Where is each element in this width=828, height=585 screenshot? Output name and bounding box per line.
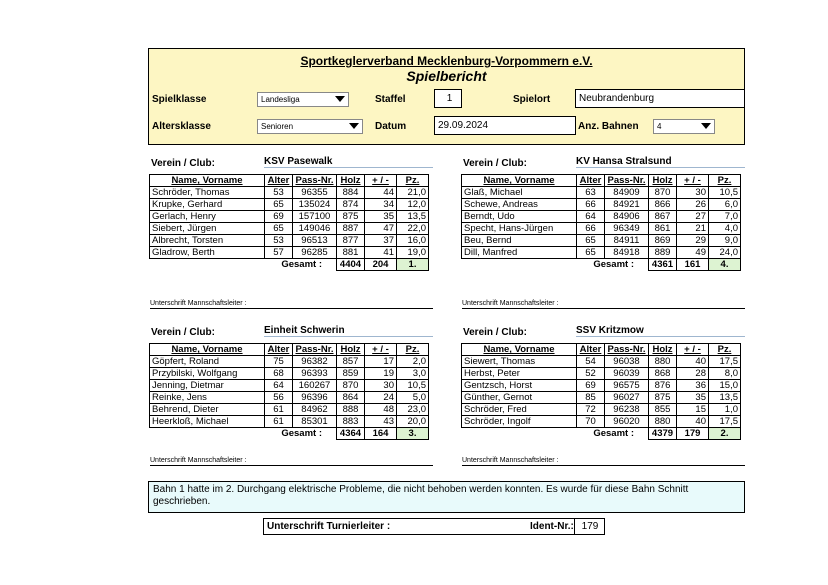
player-age: 54 xyxy=(577,356,605,368)
player-age: 56 xyxy=(265,392,293,404)
club-name: KSV Pasewalk xyxy=(264,156,433,168)
club-name: KV Hansa Stralsund xyxy=(576,156,745,168)
referee-signature-box xyxy=(263,518,605,535)
bahnen-value: 4 xyxy=(657,122,662,131)
player-plusminus: 21 xyxy=(677,223,709,235)
spielklasse-value: Landesliga xyxy=(261,95,300,104)
referee-signature-label: Unterschrift Turnierleiter : xyxy=(267,521,391,532)
player-plusminus: 30 xyxy=(677,187,709,199)
player-points: 2,0 xyxy=(397,356,429,368)
player-pass: 84906 xyxy=(605,211,649,223)
spielort-field[interactable]: Neubrandenburg xyxy=(575,89,745,108)
player-holz: 859 xyxy=(337,368,365,380)
table-row xyxy=(150,356,429,368)
player-plusminus: 15 xyxy=(677,404,709,416)
col-header-plusminus: + / - xyxy=(365,175,397,187)
player-name: Gentzsch, Horst xyxy=(462,380,577,392)
player-holz: 855 xyxy=(649,404,677,416)
player-name: Albrecht, Torsten xyxy=(150,235,265,247)
player-plusminus: 41 xyxy=(365,247,397,259)
datum-label: Datum xyxy=(375,121,407,132)
altersklasse-label: Altersklasse xyxy=(152,121,211,132)
player-name: Göpfert, Roland xyxy=(150,356,265,368)
table-row xyxy=(462,404,741,416)
player-pass: 96393 xyxy=(293,368,337,380)
col-header-alter: Alter xyxy=(577,175,605,187)
table-row xyxy=(462,392,741,404)
table-row xyxy=(462,187,741,199)
col-header-holz: Holz xyxy=(649,175,677,187)
player-pass: 96355 xyxy=(293,187,337,199)
player-points: 7,0 xyxy=(709,211,741,223)
table-row xyxy=(462,380,741,392)
datum-field[interactable]: 29.09.2024 xyxy=(434,116,576,135)
player-age: 65 xyxy=(265,199,293,211)
player-age: 53 xyxy=(265,235,293,247)
col-header-pass: Pass-Nr. xyxy=(293,175,337,187)
club-name: Einheit Schwerin xyxy=(264,325,433,337)
col-header-name: Name, Vorname xyxy=(462,175,577,187)
association-title: Sportkeglerverband Mecklenburg-Vorpommern e.V. xyxy=(300,54,593,68)
player-pass: 84962 xyxy=(293,404,337,416)
table-row xyxy=(462,223,741,235)
captain-signature-line: Unterschrift Mannschaftsleiter : xyxy=(462,457,745,466)
player-pass: 96575 xyxy=(605,380,649,392)
player-points: 9,0 xyxy=(709,235,741,247)
player-name: Gerlach, Henry xyxy=(150,211,265,223)
player-age: 61 xyxy=(265,416,293,428)
player-name: Krupke, Gerhard xyxy=(150,199,265,211)
player-plusminus: 19 xyxy=(365,368,397,380)
player-plusminus: 40 xyxy=(677,416,709,428)
player-holz: 880 xyxy=(649,416,677,428)
col-header-name: Name, Vorname xyxy=(150,344,265,356)
table-row xyxy=(462,247,741,259)
player-name: Schröder, Thomas xyxy=(150,187,265,199)
player-age: 70 xyxy=(577,416,605,428)
col-header-holz: Holz xyxy=(337,175,365,187)
table-row xyxy=(150,392,429,404)
bahnen-select[interactable] xyxy=(653,119,715,134)
captain-signature-line: Unterschrift Mannschaftsleiter : xyxy=(462,300,745,309)
player-plusminus: 34 xyxy=(365,199,397,211)
table-row xyxy=(150,187,429,199)
player-plusminus: 40 xyxy=(677,356,709,368)
remarks-box: Bahn 1 hatte im 2. Durchgang elektrische Probleme, die nicht behoben werden konnten. Es wurde für diese Bahn Schnitt geschrieben. xyxy=(148,481,745,513)
player-pass: 96513 xyxy=(293,235,337,247)
table-row xyxy=(150,380,429,392)
table-row xyxy=(462,211,741,223)
player-plusminus: 24 xyxy=(365,392,397,404)
player-age: 65 xyxy=(265,223,293,235)
table-row xyxy=(462,416,741,428)
total-holz: 4361 xyxy=(649,259,677,271)
table-row xyxy=(462,199,741,211)
table-row xyxy=(150,235,429,247)
ident-label: Ident-Nr.: xyxy=(530,521,574,532)
results-table xyxy=(149,343,429,440)
player-name: Schewe, Andreas xyxy=(462,199,577,211)
captain-signature-line: Unterschrift Mannschaftsleiter : xyxy=(150,457,433,466)
gesamt-label: Gesamt : xyxy=(593,428,634,440)
player-plusminus: 28 xyxy=(677,368,709,380)
player-holz: 888 xyxy=(337,404,365,416)
player-holz: 869 xyxy=(649,235,677,247)
player-plusminus: 44 xyxy=(365,187,397,199)
player-plusminus: 48 xyxy=(365,404,397,416)
player-pass: 160267 xyxy=(293,380,337,392)
player-points: 1,0 xyxy=(709,404,741,416)
player-age: 69 xyxy=(265,211,293,223)
player-holz: 877 xyxy=(337,235,365,247)
table-row xyxy=(462,368,741,380)
player-points: 13,5 xyxy=(709,392,741,404)
player-name: Beu, Bernd xyxy=(462,235,577,247)
col-header-pass: Pass-Nr. xyxy=(605,344,649,356)
table-row xyxy=(150,223,429,235)
player-age: 65 xyxy=(577,235,605,247)
player-plusminus: 17 xyxy=(365,356,397,368)
player-holz: 857 xyxy=(337,356,365,368)
table-row xyxy=(462,356,741,368)
total-row xyxy=(462,428,741,440)
player-plusminus: 26 xyxy=(677,199,709,211)
verein-label: Verein / Club: xyxy=(151,158,215,169)
player-pass: 96349 xyxy=(605,223,649,235)
player-pass: 96396 xyxy=(293,392,337,404)
player-holz: 876 xyxy=(649,380,677,392)
player-age: 66 xyxy=(577,199,605,211)
player-plusminus: 30 xyxy=(365,380,397,392)
results-table xyxy=(461,343,741,440)
player-plusminus: 27 xyxy=(677,211,709,223)
chevron-down-icon xyxy=(335,96,345,102)
col-header-holz: Holz xyxy=(337,344,365,356)
player-points: 5,0 xyxy=(397,392,429,404)
player-pass: 96285 xyxy=(293,247,337,259)
player-points: 13,5 xyxy=(397,211,429,223)
player-age: 63 xyxy=(577,187,605,199)
player-points: 17,5 xyxy=(709,356,741,368)
player-holz: 867 xyxy=(649,211,677,223)
gesamt-label: Gesamt : xyxy=(281,428,322,440)
player-holz: 883 xyxy=(337,416,365,428)
total-holz: 4379 xyxy=(649,428,677,440)
player-age: 52 xyxy=(577,368,605,380)
player-holz: 874 xyxy=(337,199,365,211)
player-name: Gladrow, Berth xyxy=(150,247,265,259)
player-name: Günther, Gernot xyxy=(462,392,577,404)
player-name: Przybilski, Wolfgang xyxy=(150,368,265,380)
player-holz: 864 xyxy=(337,392,365,404)
spielklasse-select[interactable] xyxy=(257,92,349,107)
player-name: Dill, Manfred xyxy=(462,247,577,259)
bahnen-label: Anz. Bahnen xyxy=(578,121,639,132)
player-points: 15,0 xyxy=(709,380,741,392)
team-place: 3. xyxy=(397,428,429,440)
player-name: Schröder, Fred xyxy=(462,404,577,416)
team-place: 1. xyxy=(397,259,429,271)
col-header-alter: Alter xyxy=(577,344,605,356)
table-row xyxy=(150,404,429,416)
table-row xyxy=(150,368,429,380)
player-holz: 870 xyxy=(649,187,677,199)
player-name: Siebert, Jürgen xyxy=(150,223,265,235)
player-holz: 881 xyxy=(337,247,365,259)
player-name: Siewert, Thomas xyxy=(462,356,577,368)
total-plusminus: 204 xyxy=(365,259,397,271)
player-plusminus: 29 xyxy=(677,235,709,247)
player-holz: 887 xyxy=(337,223,365,235)
player-age: 72 xyxy=(577,404,605,416)
player-points: 20,0 xyxy=(397,416,429,428)
col-header-plusminus: + / - xyxy=(677,175,709,187)
total-plusminus: 161 xyxy=(677,259,709,271)
player-plusminus: 49 xyxy=(677,247,709,259)
report-title: Spielbericht xyxy=(406,68,487,84)
player-plusminus: 47 xyxy=(365,223,397,235)
total-row xyxy=(150,259,429,271)
player-age: 64 xyxy=(577,211,605,223)
player-pass: 84921 xyxy=(605,199,649,211)
player-plusminus: 35 xyxy=(365,211,397,223)
player-points: 24,0 xyxy=(709,247,741,259)
col-header-alter: Alter xyxy=(265,344,293,356)
player-name: Berndt, Udo xyxy=(462,211,577,223)
ident-value: 179 xyxy=(574,519,605,534)
player-age: 66 xyxy=(577,223,605,235)
player-age: 53 xyxy=(265,187,293,199)
player-pass: 96027 xyxy=(605,392,649,404)
player-pass: 84918 xyxy=(605,247,649,259)
player-pass: 96020 xyxy=(605,416,649,428)
altersklasse-select[interactable] xyxy=(257,119,363,134)
spielort-label: Spielort xyxy=(513,94,551,105)
player-holz: 866 xyxy=(649,199,677,211)
col-header-pass: Pass-Nr. xyxy=(293,344,337,356)
player-name: Specht, Hans-Jürgen xyxy=(462,223,577,235)
chevron-down-icon xyxy=(349,123,359,129)
player-points: 23,0 xyxy=(397,404,429,416)
total-plusminus: 164 xyxy=(365,428,397,440)
table-row xyxy=(150,416,429,428)
col-header-pass: Pass-Nr. xyxy=(605,175,649,187)
player-name: Schröder, Ingolf xyxy=(462,416,577,428)
player-pass: 85301 xyxy=(293,416,337,428)
player-plusminus: 35 xyxy=(677,392,709,404)
table-row xyxy=(462,235,741,247)
total-holz: 4404 xyxy=(337,259,365,271)
captain-signature-line: Unterschrift Mannschaftsleiter : xyxy=(150,300,433,309)
player-age: 75 xyxy=(265,356,293,368)
team-place: 4. xyxy=(709,259,741,271)
player-points: 19,0 xyxy=(397,247,429,259)
player-pass: 96038 xyxy=(605,356,649,368)
player-points: 17,5 xyxy=(709,416,741,428)
staffel-field[interactable]: 1 xyxy=(434,89,462,108)
player-pass: 96382 xyxy=(293,356,337,368)
player-name: Glaß, Michael xyxy=(462,187,577,199)
total-row xyxy=(150,428,429,440)
player-points: 22,0 xyxy=(397,223,429,235)
verein-label: Verein / Club: xyxy=(151,327,215,338)
col-header-pz: Pz. xyxy=(709,175,741,187)
club-name: SSV Kritzmow xyxy=(576,325,745,337)
player-pass: 84911 xyxy=(605,235,649,247)
player-plusminus: 37 xyxy=(365,235,397,247)
player-points: 10,5 xyxy=(397,380,429,392)
player-name: Jenning, Dietmar xyxy=(150,380,265,392)
player-points: 3,0 xyxy=(397,368,429,380)
verein-label: Verein / Club: xyxy=(463,158,527,169)
player-points: 12,0 xyxy=(397,199,429,211)
report-header xyxy=(148,48,745,145)
player-points: 16,0 xyxy=(397,235,429,247)
table-row xyxy=(150,247,429,259)
chevron-down-icon xyxy=(701,123,711,129)
player-points: 6,0 xyxy=(709,199,741,211)
player-name: Behrend, Dieter xyxy=(150,404,265,416)
total-plusminus: 179 xyxy=(677,428,709,440)
player-points: 4,0 xyxy=(709,223,741,235)
gesamt-label: Gesamt : xyxy=(281,259,322,271)
player-holz: 875 xyxy=(649,392,677,404)
player-holz: 875 xyxy=(337,211,365,223)
player-plusminus: 36 xyxy=(677,380,709,392)
player-points: 21,0 xyxy=(397,187,429,199)
player-holz: 880 xyxy=(649,356,677,368)
player-pass: 149046 xyxy=(293,223,337,235)
player-age: 57 xyxy=(265,247,293,259)
col-header-pz: Pz. xyxy=(397,344,429,356)
player-pass: 96238 xyxy=(605,404,649,416)
table-row xyxy=(150,199,429,211)
player-pass: 135024 xyxy=(293,199,337,211)
gesamt-label: Gesamt : xyxy=(593,259,634,271)
player-pass: 84909 xyxy=(605,187,649,199)
total-row xyxy=(462,259,741,271)
player-points: 8,0 xyxy=(709,368,741,380)
player-pass: 157100 xyxy=(293,211,337,223)
staffel-label: Staffel xyxy=(375,94,406,105)
col-header-pz: Pz. xyxy=(397,175,429,187)
col-header-plusminus: + / - xyxy=(365,344,397,356)
total-holz: 4364 xyxy=(337,428,365,440)
player-holz: 868 xyxy=(649,368,677,380)
player-holz: 861 xyxy=(649,223,677,235)
table-row xyxy=(150,211,429,223)
player-pass: 96039 xyxy=(605,368,649,380)
player-age: 85 xyxy=(577,392,605,404)
results-table xyxy=(149,174,429,271)
player-name: Herbst, Peter xyxy=(462,368,577,380)
col-header-pz: Pz. xyxy=(709,344,741,356)
team-place: 2. xyxy=(709,428,741,440)
altersklasse-value: Senioren xyxy=(261,122,294,131)
player-age: 68 xyxy=(265,368,293,380)
verein-label: Verein / Club: xyxy=(463,327,527,338)
player-name: Reinke, Jens xyxy=(150,392,265,404)
player-plusminus: 43 xyxy=(365,416,397,428)
spielklasse-label: Spielklasse xyxy=(152,94,207,105)
player-age: 64 xyxy=(265,380,293,392)
player-age: 61 xyxy=(265,404,293,416)
col-header-name: Name, Vorname xyxy=(462,344,577,356)
results-table xyxy=(461,174,741,271)
player-age: 69 xyxy=(577,380,605,392)
col-header-alter: Alter xyxy=(265,175,293,187)
player-holz: 884 xyxy=(337,187,365,199)
player-holz: 870 xyxy=(337,380,365,392)
player-age: 65 xyxy=(577,247,605,259)
player-points: 10,5 xyxy=(709,187,741,199)
player-holz: 889 xyxy=(649,247,677,259)
col-header-holz: Holz xyxy=(649,344,677,356)
col-header-name: Name, Vorname xyxy=(150,175,265,187)
col-header-plusminus: + / - xyxy=(677,344,709,356)
player-name: Heerkloß, Michael xyxy=(150,416,265,428)
